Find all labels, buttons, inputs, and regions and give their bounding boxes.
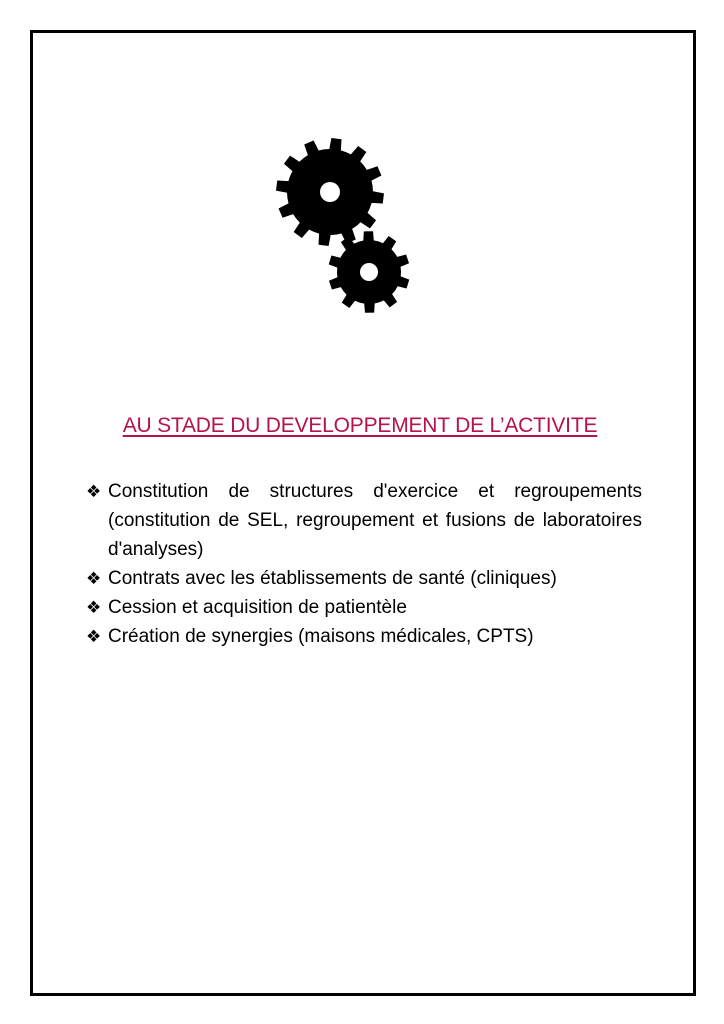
list-item — [86, 622, 642, 651]
diamond-bullet-icon: ❖ — [86, 569, 102, 588]
diamond-bullet-icon: ❖ — [86, 482, 102, 501]
list-item-text: Création de synergies (maisons médicales, CPTS) — [108, 626, 534, 647]
list-item-text: Cession et acquisition de patientèle — [108, 597, 407, 618]
large-gear-icon — [276, 138, 384, 246]
list-item — [86, 564, 642, 593]
gear-hole — [360, 263, 378, 281]
section-title: AU STADE DU DEVELOPPEMENT DE L’ACTIVITE — [122, 414, 598, 437]
diamond-bullet-icon: ❖ — [86, 627, 102, 646]
gears-icon — [276, 136, 416, 320]
list-item — [86, 477, 642, 564]
diamond-bullet-icon: ❖ — [86, 598, 102, 617]
gear-hole — [320, 182, 340, 202]
bullet-list — [86, 477, 642, 651]
list-item-text: Constitution de structures d'exercice et regroupements (constitution de SEL, regroupement et fusions de laboratoires d'analyses) — [108, 481, 642, 560]
list-item-text: Contrats avec les établissements de santé (cliniques) — [108, 568, 557, 589]
list-item — [86, 593, 642, 622]
small-gear-icon — [329, 231, 410, 313]
